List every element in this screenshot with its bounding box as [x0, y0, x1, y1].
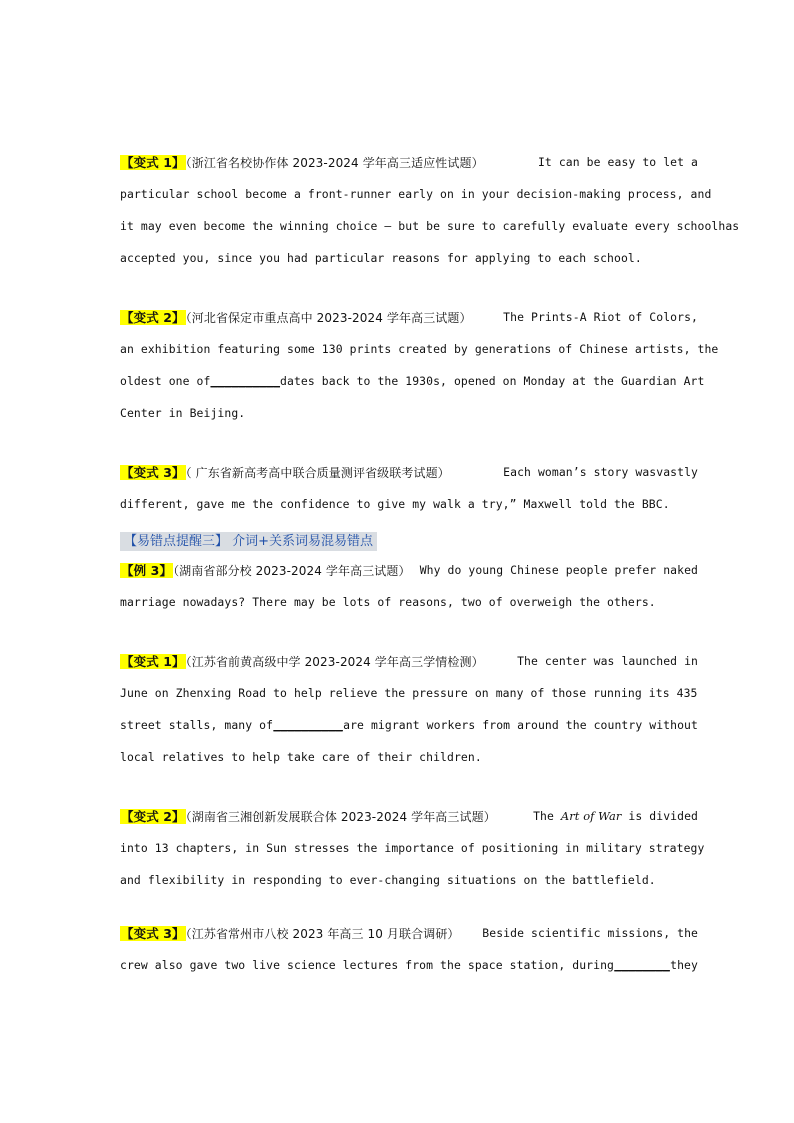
- variant-tag: 【变式 3】: [121, 465, 185, 480]
- answer-blank[interactable]: __________: [273, 718, 343, 732]
- answer-blank[interactable]: __________: [210, 374, 281, 388]
- example-tag: 【例 3】: [121, 563, 173, 578]
- answer-blank[interactable]: ________: [614, 958, 670, 972]
- question-source: （河北省保定市重点高中 2023-2024 学年高三试题）: [185, 311, 472, 325]
- example-3: 【例 3】（湖南省部分校 2023-2024 学年高三试题） Why do young Chinese people prefer naked marriage nowadays? There may be lots of reasons, two of overweigh the others.: [120, 563, 698, 609]
- exercise-variant-1: 【变式 1】（浙江省名校协作体 2023-2024 学年高三适应性试题） It can be easy to let a particular school become a front-runner early on in your decision-making process, and it may even become the winning choice — but be sure to carefully evaluate every schoolhas accepted you, since you had particular reasons for applying to each school.: [120, 155, 740, 265]
- exercise-variant-3: 【变式 3】（ 广东省新高考高中联合质量测评省级联考试题） Each woman’s story wasvastly different, gave me the confidence to give my walk a try,” Maxwell told the BBC.: [120, 465, 698, 511]
- book-title: Art of War: [560, 809, 622, 823]
- question-source: （江苏省前黄高级中学 2023-2024 学年高三学情检测）: [185, 655, 484, 669]
- variant-tag: 【变式 1】: [121, 155, 185, 170]
- document-page: [120, 146, 740, 981]
- question-source: （ 广东省新高考高中联合质量测评省级联考试题）: [185, 466, 450, 480]
- exercise-variant-1b: 【变式 1】（江苏省前黄高级中学 2023-2024 学年高三学情检测） The center was launched in June on Zhenxing Road to help relieve the pressure on many of those running its 435 street stalls, many of __________ are migrant workers from around the country without local relatives to help take care of their children.: [120, 654, 698, 764]
- question-source: （湖南省部分校 2023-2024 学年高三试题）: [173, 564, 411, 578]
- exercise-variant-2: 【变式 2】（河北省保定市重点高中 2023-2024 学年高三试题） The Prints-A Riot of Colors, an exhibition featuring some 130 prints created by generations of Chinese artists, the oldest one of __________ dates back to the 1930s, opened on Monday at the Guardian Art Center in Beijing.: [120, 310, 719, 420]
- variant-tag: 【变式 3】: [121, 926, 185, 941]
- section-heading: 【易错点提醒三】 介词+关系词易混易错点: [120, 532, 377, 551]
- exercise-variant-2b: 【变式 2】（湖南省三湘创新发展联合体 2023-2024 学年高三试题） The Art of War is divided into 13 chapters, in Sun stresses the importance of positioning in military strategy and flexibility in responding to ever-changing situations on the battlefield.: [120, 809, 705, 887]
- question-source: （湖南省三湘创新发展联合体 2023-2024 学年高三试题）: [185, 810, 496, 824]
- variant-tag: 【变式 2】: [121, 310, 185, 325]
- variant-tag: 【变式 2】: [121, 809, 185, 824]
- variant-tag: 【变式 1】: [121, 654, 185, 669]
- question-source: （江苏省常州市八校 2023 年高三 10 月联合调研）: [185, 927, 460, 941]
- exercise-variant-3b: 【变式 3】（江苏省常州市八校 2023 年高三 10 月联合调研） Beside scientific missions, the crew also gave two live science lectures from the space station, during ________ they: [120, 926, 698, 972]
- question-source: （浙江省名校协作体 2023-2024 学年高三适应性试题）: [185, 156, 484, 170]
